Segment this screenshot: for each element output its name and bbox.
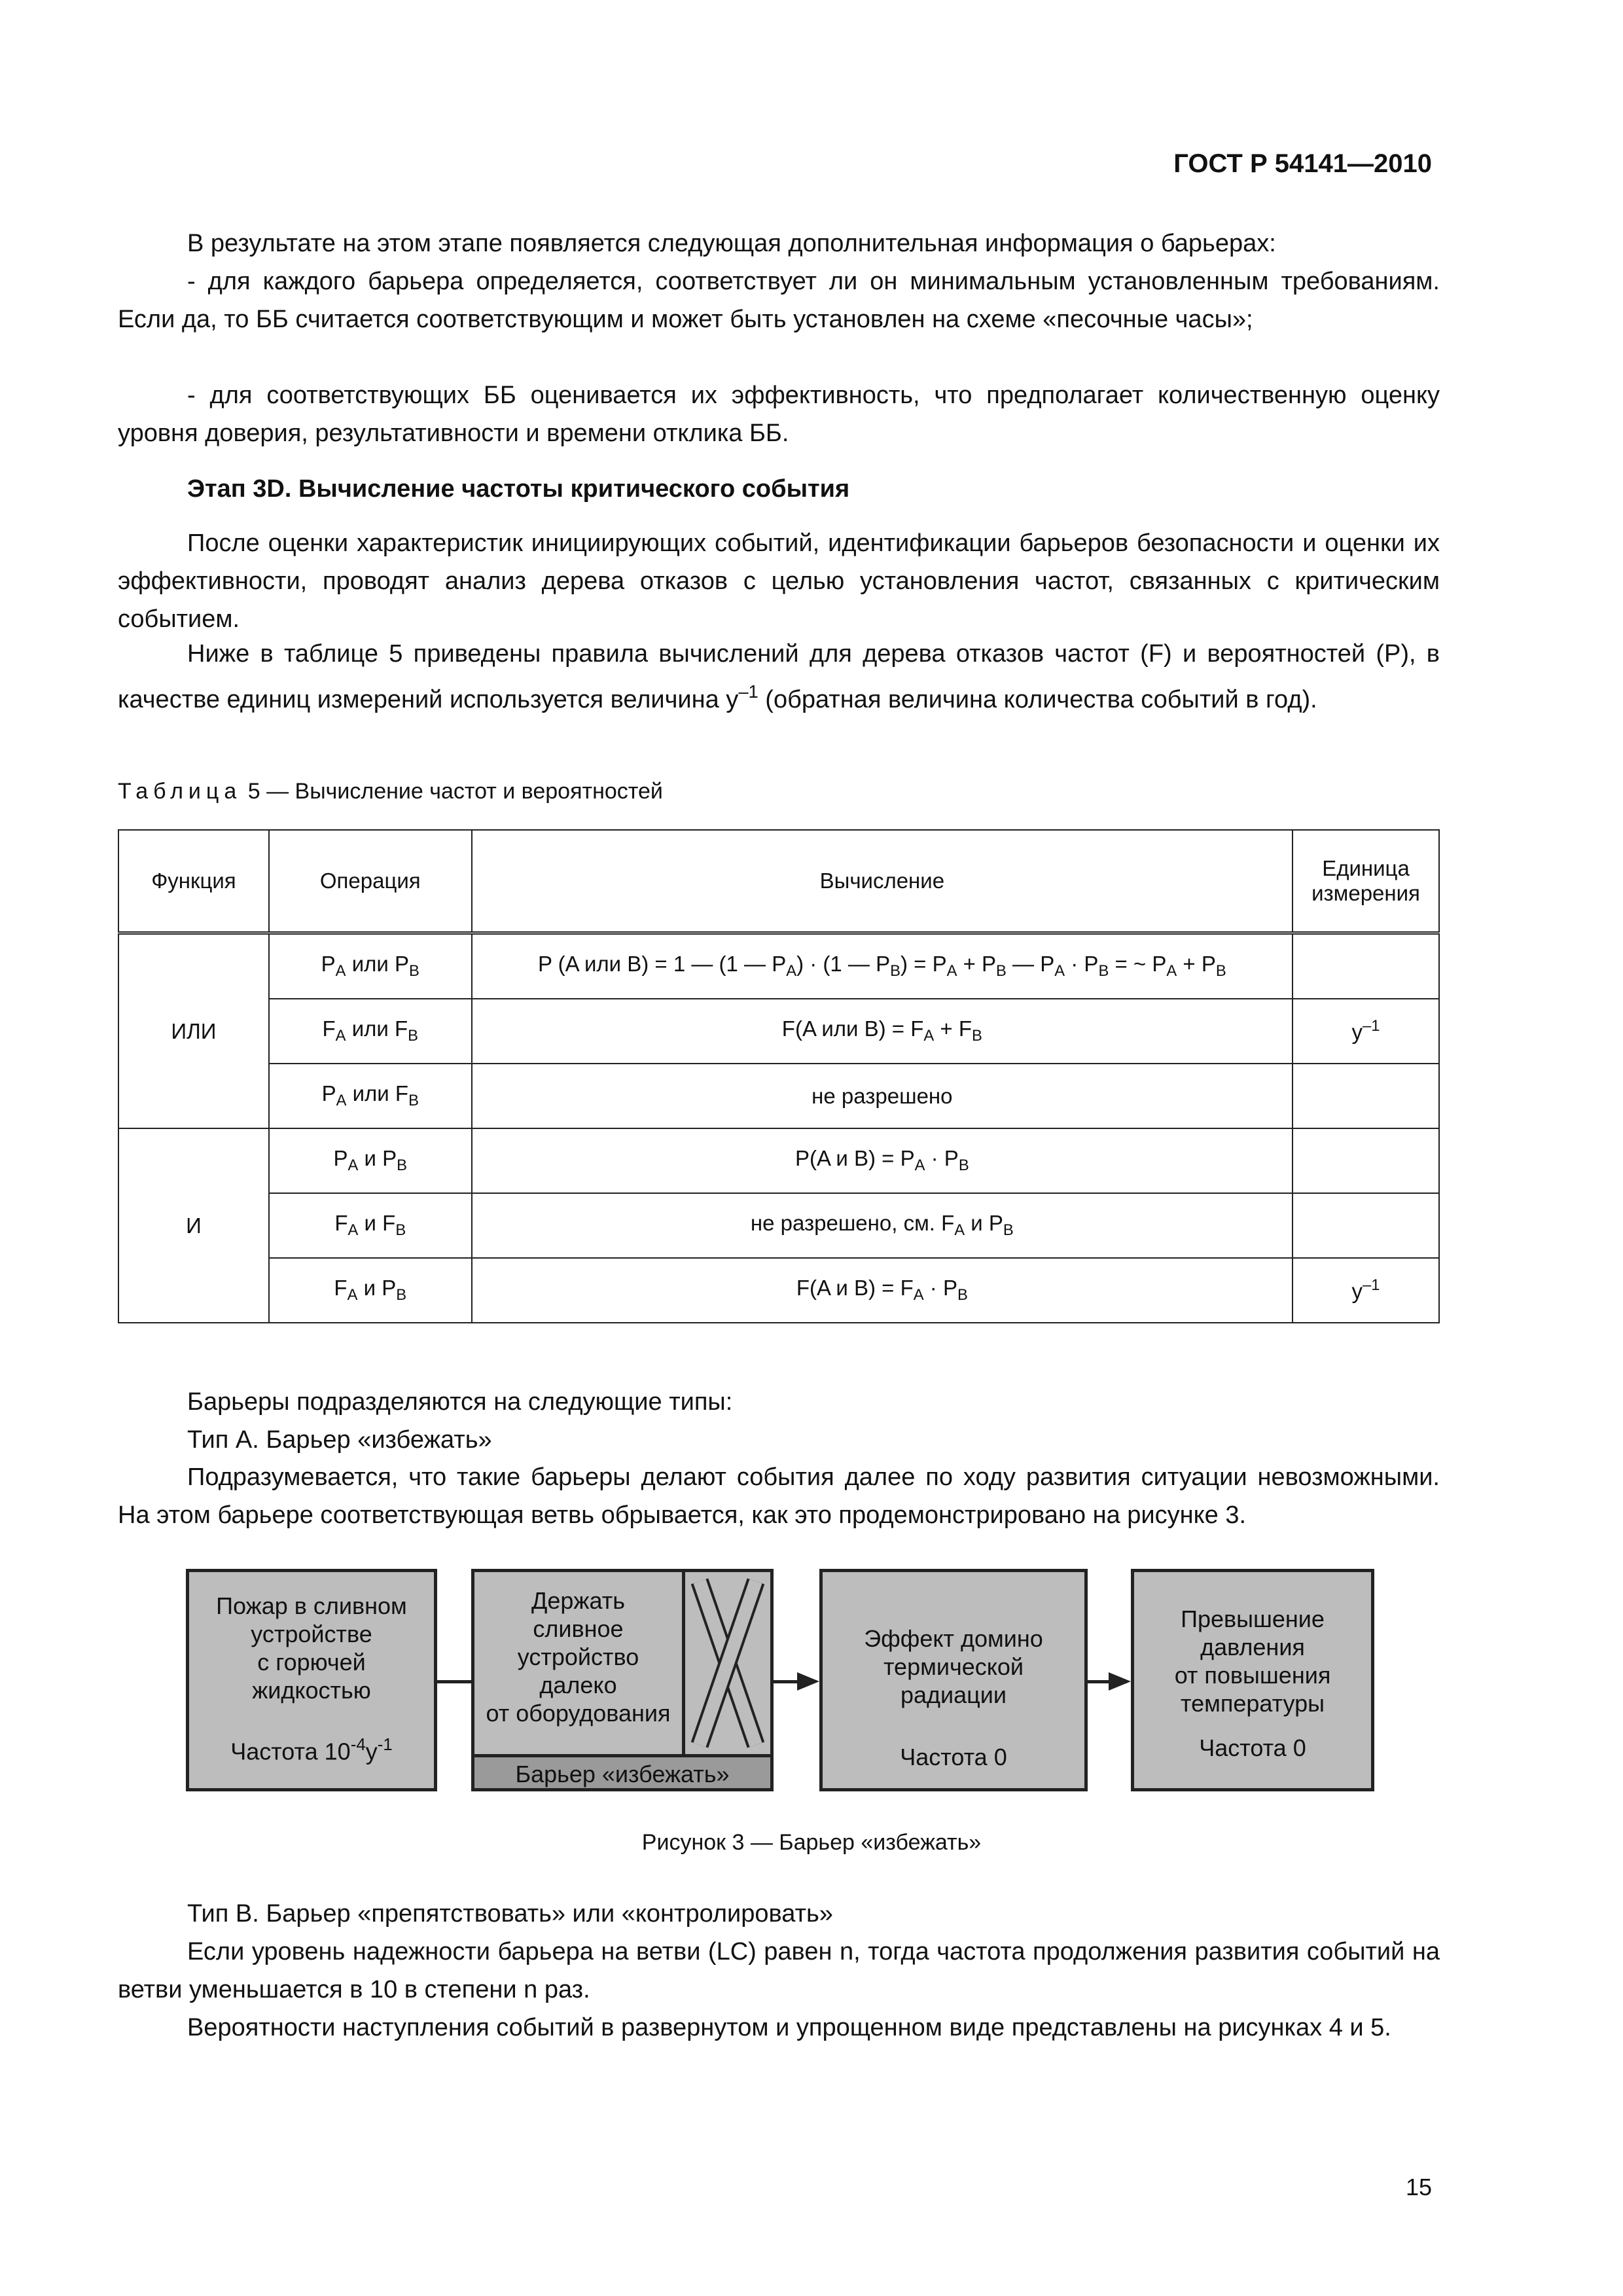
paragraph: - для каждого барьера определяется, соответствует ли он минимальным установленным требованиям. Если да, то ББ считается соответствующим и может быть установлен на схеме «песочные часы»; <box>118 268 1440 333</box>
frequency-label: Частота 0 <box>900 1744 1007 1770</box>
table-row <box>118 999 1439 1064</box>
calculation-cell: F(A или $B) = F_A + F_B$ <box>472 999 1293 1064</box>
paragraph: Вероятности наступления событий в развернутом и упрощенном виде представлены на рисунках 4 и 5. <box>187 2014 1391 2041</box>
table-header-row <box>118 830 1439 933</box>
box-line: давления <box>1200 1634 1305 1660</box>
calculation-cell: P (A или B) = 1 — (1 — $P_A) \cdot (1$ — $P_B) = P_A + P_B$ — $P_A \cdot P_B$ = ~ $P_A + P_B$ <box>472 933 1293 999</box>
paragraph: - для соответствующих ББ оценивается их эффективность, что предполагает количественную оценку уровня доверия, результативности и времени отклика ББ. <box>118 382 1440 447</box>
box-line: жидкостью <box>252 1677 371 1704</box>
box-line: далеко <box>539 1672 617 1698</box>
box-line: устройство <box>517 1643 639 1670</box>
operation-cell: $P_A$ или $P_B$ <box>269 933 472 999</box>
table-row <box>118 1258 1439 1323</box>
operation-cell: $P_A$ и $P_B$ <box>269 1128 472 1193</box>
box-line: Превышение <box>1181 1605 1325 1632</box>
column-header: Функция <box>118 830 269 933</box>
figure-caption: Рисунок 3 — Барьер «избежать» <box>641 1830 982 1855</box>
column-header: Операция <box>269 830 472 933</box>
operation-cell: $P_A$ или $F_B$ <box>269 1064 472 1128</box>
paragraph: Если уровень надежности барьера на ветви (LC) равен n, тогда частота продолжения развития событий на ветви уменьшается в 10 в степени n раз. <box>118 1938 1440 2003</box>
unit-cell: $у^{-1}$ <box>1293 1258 1439 1323</box>
box-line: Эффект домино <box>864 1625 1043 1652</box>
table-caption: Таблица 5 — Вычисление частот и вероятностей <box>118 779 663 804</box>
column-header: Единица измерения <box>1293 830 1439 933</box>
table-row <box>118 1193 1439 1258</box>
box-line: температуры <box>1180 1690 1325 1717</box>
overpressure-box <box>1131 1569 1374 1791</box>
column-header: Вычисление <box>472 830 1293 933</box>
box-line: Держать <box>531 1587 625 1614</box>
box-line: Пожар в сливном <box>216 1592 407 1619</box>
calculation-cell: P(A и $B) = P_A \cdot P_B$ <box>472 1128 1293 1193</box>
box-line: сливное <box>533 1615 624 1642</box>
paragraph: После оценки характеристик инициирующих событий, идентификации барьеров безопасности и оценки их эффективности, проводят анализ дерева отказов с целью установления частот, связанных с критическим событием. <box>118 529 1440 633</box>
calculation-cell: F(A и $B) = F_A \cdot P_B$ <box>472 1258 1293 1323</box>
table-row <box>118 933 1439 999</box>
paragraph: Барьеры подразделяются на следующие типы: <box>187 1388 733 1416</box>
unit-cell <box>1293 1128 1439 1193</box>
operation-cell: $F_A$ и $F_B$ <box>269 1193 472 1258</box>
section-heading: Этап 3D. Вычисление частоты критического события <box>187 475 850 503</box>
initiating-event-box <box>186 1569 437 1791</box>
calculation-cell: не разрешено <box>472 1064 1293 1128</box>
document-id-header: ГОСТ Р 54141—2010 <box>1173 149 1432 178</box>
paragraph: Тип А. Барьер «избежать» <box>187 1426 492 1454</box>
box-line: устройстве <box>251 1621 372 1647</box>
domino-effect-box <box>819 1569 1088 1791</box>
operation-cell: $F_A$ или $F_B$ <box>269 999 472 1064</box>
table-row <box>118 1128 1439 1193</box>
paragraph: Ниже в таблице 5 приведены правила вычислений для дерева отказов частот (F) и вероятностей (P), в качестве единиц измерений используется величина $у^{-1}$ (обратная величина количества событий в год). <box>118 640 1440 714</box>
operation-cell: $F_A$ и $P_B$ <box>269 1258 472 1323</box>
calculation-cell: не разрешено, см. $F_A$ и $P_B$ <box>472 1193 1293 1258</box>
paragraph: В результате на этом этапе появляется следующая дополнительная информация о барьерах: <box>187 230 1276 257</box>
paragraph: Подразумевается, что такие барьеры делают события далее по ходу развития ситуации невозможными. На этом барьере соответствующая ветвь обрывается, как это продемонстрировано на рисунке 3. <box>118 1463 1440 1529</box>
frequency-label: Частота $10^{-4}у^{-1}$ <box>230 1736 393 1765</box>
connector-line <box>437 1680 473 1683</box>
frequency-label: Частота 0 <box>1199 1734 1306 1761</box>
arrow-head-icon <box>797 1672 819 1691</box>
function-cell: ИЛИ <box>118 933 269 1129</box>
barrier-box <box>471 1569 774 1791</box>
barrier-type-label: Барьер «избежать» <box>474 1754 770 1788</box>
barrier-text-area <box>474 1572 685 1754</box>
function-cell: И <box>118 1128 269 1323</box>
box-line: от повышения <box>1174 1662 1331 1689</box>
table-row <box>118 1064 1439 1128</box>
unit-cell <box>1293 1193 1439 1258</box>
paragraph: Тип В. Барьер «препятствовать» или «контролировать» <box>187 1900 833 1928</box>
page-number: 15 <box>1405 2174 1432 2200</box>
box-line: термической <box>883 1653 1024 1680</box>
arrow-head-icon <box>1109 1672 1131 1691</box>
unit-cell <box>1293 1064 1439 1128</box>
unit-cell <box>1293 933 1439 999</box>
box-line: с горючей <box>257 1649 366 1676</box>
box-line: радиации <box>900 1681 1007 1708</box>
table-5 <box>118 829 1440 1323</box>
unit-cell: $у^{-1}$ <box>1293 999 1439 1064</box>
box-line: от оборудования <box>486 1700 671 1727</box>
cross-icon <box>685 1572 770 1754</box>
